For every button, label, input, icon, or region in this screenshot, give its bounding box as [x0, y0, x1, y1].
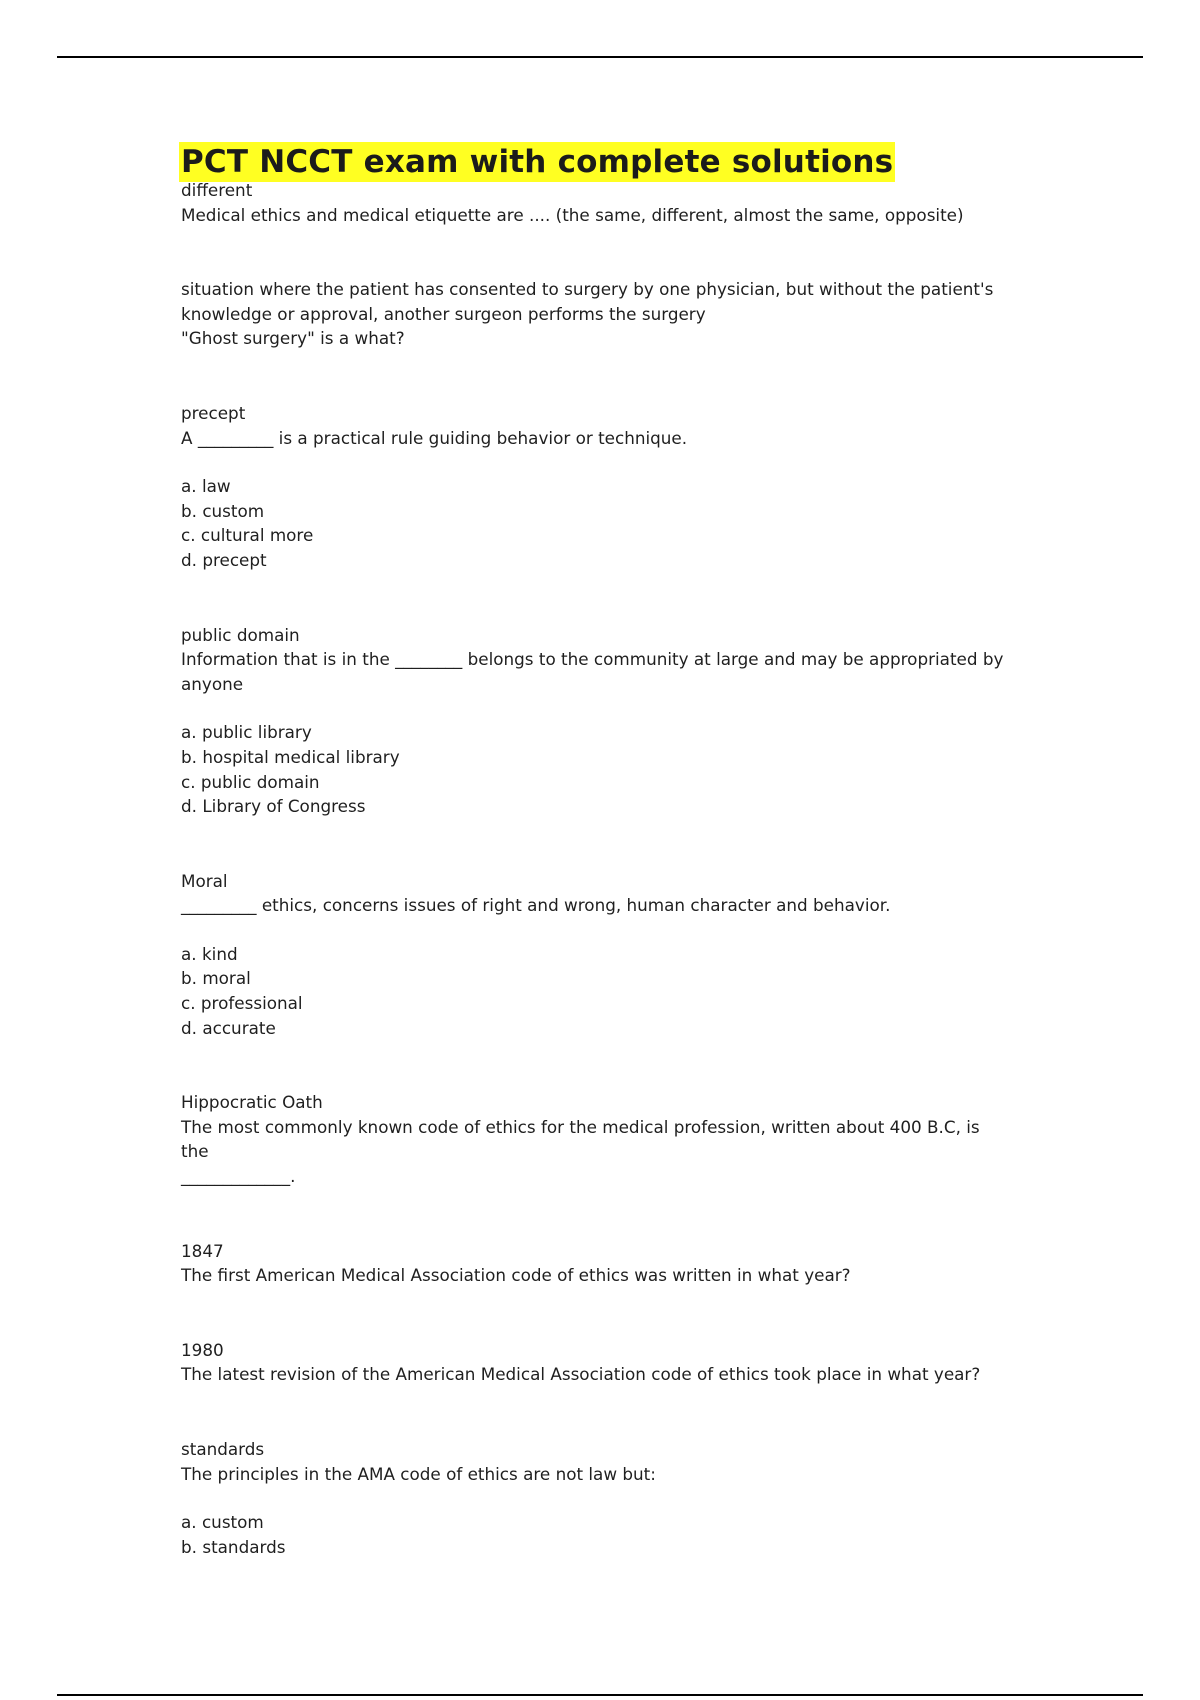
question-text: "Ghost surgery" is a what? — [181, 328, 405, 349]
question-text: _____________. — [181, 1166, 296, 1187]
qa-item — [181, 1090, 1011, 1188]
option-item: a. kind — [181, 943, 238, 964]
question-text: Information that is in the ________ belongs to the community at large and may be appropriated by — [181, 649, 1004, 670]
qa-item — [181, 277, 1011, 351]
option-item: d. accurate — [181, 1017, 276, 1038]
option-list — [181, 942, 1011, 1040]
answer-text: standards — [181, 1439, 265, 1459]
option-item: c. professional — [181, 993, 303, 1014]
answer-text: Hippocratic Oath — [181, 1092, 323, 1113]
answer-text: 1980 — [181, 1339, 224, 1360]
option-item: d. Library of Congress — [181, 796, 366, 817]
document-title: PCT NCCT exam with complete solutions — [181, 144, 894, 180]
qa-item — [181, 1437, 1011, 1559]
answer-text: situation where the patient has consented to surgery by one physician, but without the patient's — [181, 279, 994, 300]
option-item: d. precept — [181, 549, 267, 570]
option-list — [181, 1510, 1011, 1559]
question-text: The principles in the AMA code of ethics are not law but: — [181, 1463, 656, 1484]
option-item: a. public library — [181, 722, 312, 743]
option-item: b. hospital medical library — [181, 746, 400, 767]
option-item: c. public domain — [181, 771, 320, 792]
top-rule — [57, 56, 1143, 58]
option-item: b. moral — [181, 968, 251, 989]
answer-text: Moral — [181, 870, 228, 891]
answer-text: 1847 — [181, 1240, 224, 1261]
answer-text: different — [181, 180, 253, 200]
question-text: A _________ is a practical rule guiding behavior or technique. — [181, 427, 688, 448]
question-text: _________ ethics, concerns issues of right and wrong, human character and behavior. — [181, 895, 891, 916]
option-list — [181, 720, 1011, 818]
option-item: b. standards — [181, 1536, 286, 1557]
question-text: The first American Medical Association code of ethics was written in what year? — [181, 1265, 851, 1286]
answer-text: knowledge or approval, another surgeon performs the surgery — [181, 303, 706, 324]
option-list — [181, 474, 1011, 572]
question-text: The most commonly known code of ethics for the medical profession, written about 400 B.C, is the — [181, 1116, 985, 1162]
option-item: a. law — [181, 476, 231, 497]
answer-text: precept — [181, 402, 246, 423]
qa-item — [181, 869, 1011, 1041]
option-item: a. custom — [181, 1512, 264, 1533]
qa-item — [181, 178, 1011, 227]
qa-item — [181, 1239, 1011, 1288]
option-item: c. cultural more — [181, 525, 314, 546]
document-body — [181, 142, 1011, 1609]
bottom-rule — [57, 1694, 1143, 1696]
answer-text: public domain — [181, 624, 300, 645]
qa-item — [181, 623, 1011, 819]
option-item: b. custom — [181, 500, 265, 521]
question-text: anyone — [181, 673, 244, 694]
qa-item — [181, 1338, 1011, 1387]
qa-item — [181, 401, 1011, 573]
question-text: Medical ethics and medical etiquette are .... (the same, different, almost the same, opposite) — [181, 204, 964, 225]
question-text: The latest revision of the American Medical Association code of ethics took place in what year? — [181, 1364, 981, 1385]
